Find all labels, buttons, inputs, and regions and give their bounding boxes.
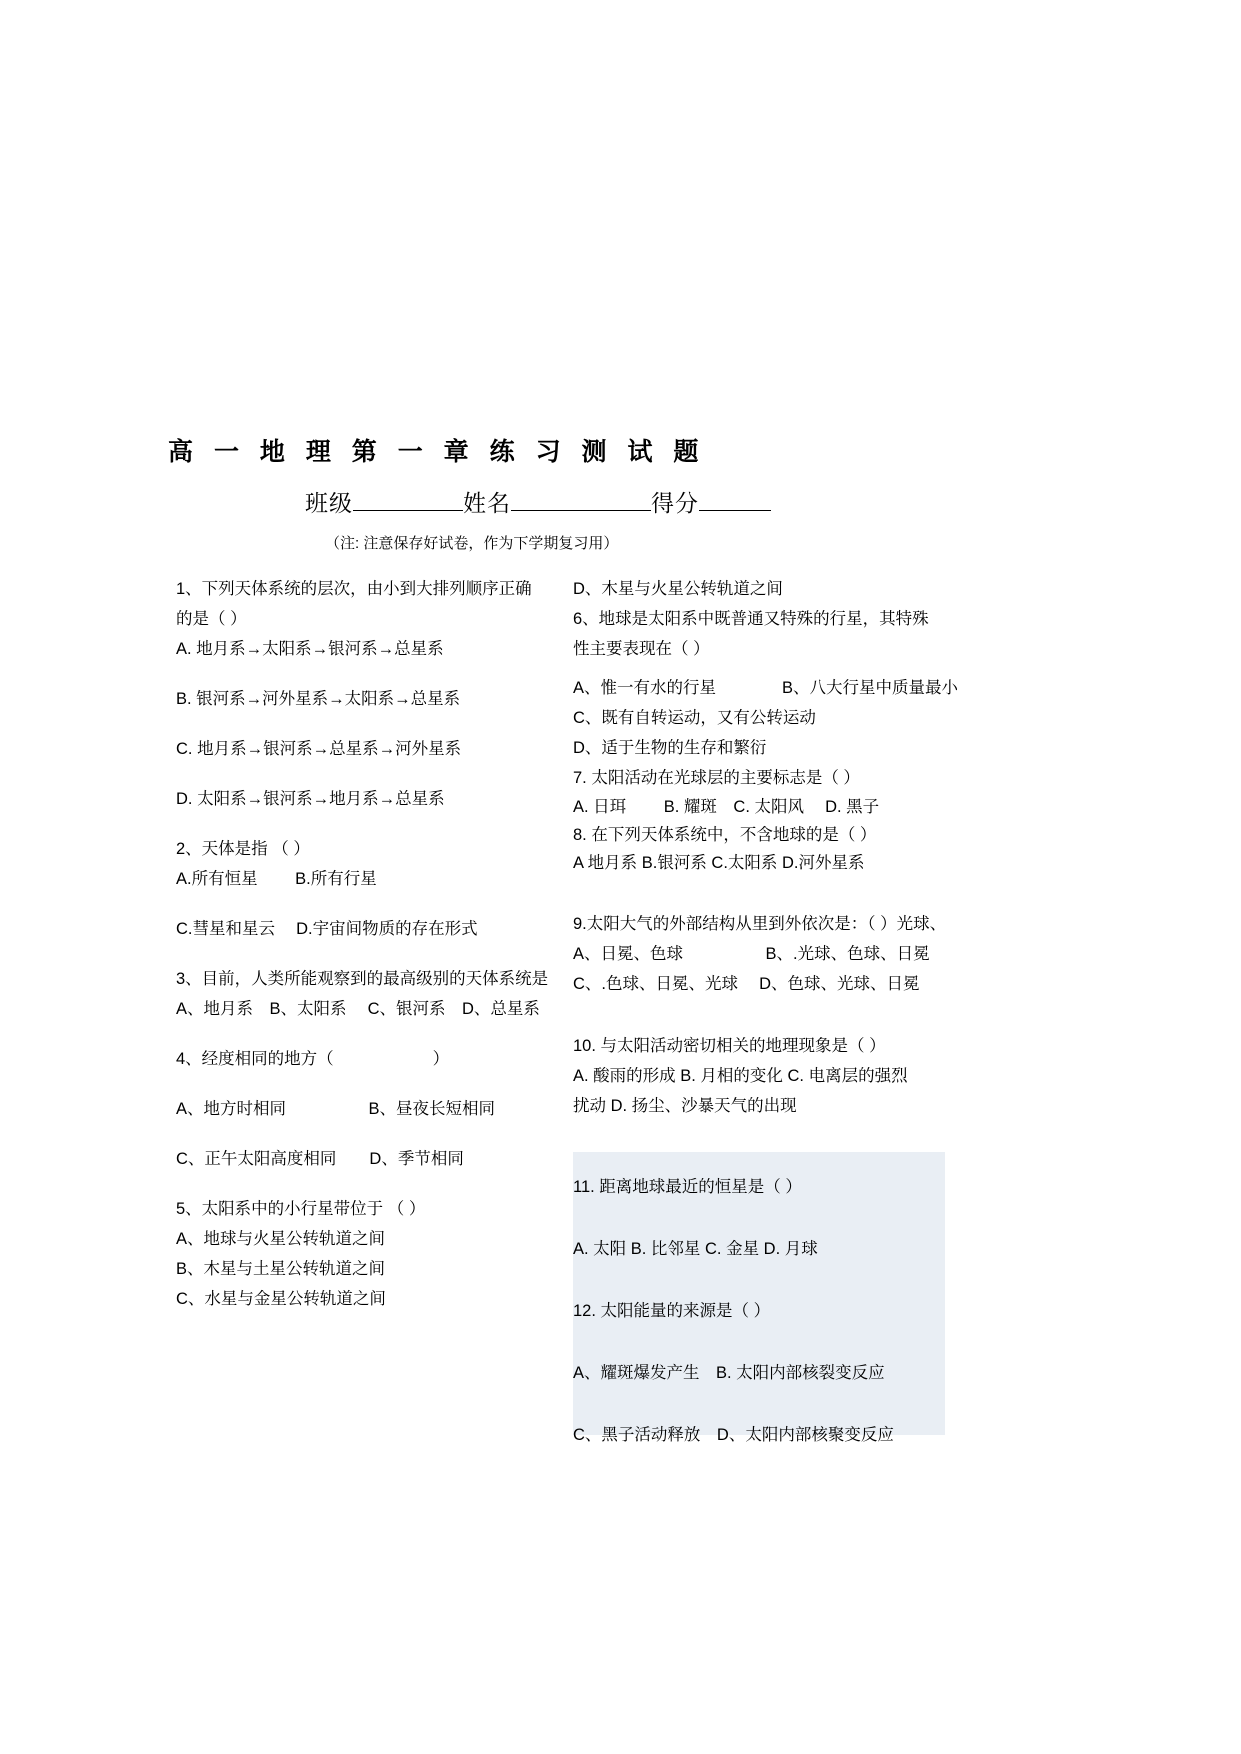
question-line: 的是（ ）: [176, 610, 247, 628]
option-line: D、适于生物的生存和繁衍: [573, 739, 767, 757]
option-line: C、既有自转运动，又有公转运动: [573, 709, 816, 727]
option-line: A. 日珥 B. 耀斑 C. 太阳风 D. 黑子: [573, 798, 880, 816]
question-line: 10. 与太阳活动密切相关的地理现象是（ ）: [573, 1037, 886, 1055]
question-line: 3、目前，人类所能观察到的最高级别的天体系统是: [176, 970, 549, 988]
option-line: D. 太阳系→银河系→地月系→总星系: [176, 790, 445, 808]
option-line: A、地方时相同 B、昼夜长短相同: [176, 1100, 496, 1118]
option-line: A、地月系 B、太阳系 C、银河系 D、总星系: [176, 1000, 540, 1018]
spacer: [573, 1326, 965, 1358]
option-line: A 地月系 B.银河系 C.太阳系 D.河外星系: [573, 854, 865, 872]
spacer: [176, 664, 566, 684]
option-line: A、耀斑爆发产生 B. 太阳内部核裂变反应: [573, 1364, 885, 1382]
option-line: A. 酸雨的形成 B. 月相的变化 C. 电离层的强烈: [573, 1067, 908, 1085]
option-line: 扰动 D. 扬尘、沙暴天气的出现: [573, 1097, 797, 1115]
option-line: C. 地月系→银河系→总星系→河外星系: [176, 740, 462, 758]
spacer: [573, 999, 965, 1031]
class-blank[interactable]: [353, 490, 463, 511]
question-line: 1、下列天体系统的层次，由小到大排列顺序正确: [176, 580, 532, 598]
spacer: [573, 664, 965, 673]
question-line: 4、经度相同的地方（ ）: [176, 1050, 450, 1068]
spacer: [573, 1388, 965, 1420]
name-blank[interactable]: [511, 490, 651, 511]
option-line: A、惟一有水的行星 B、八大行星中质量最小: [573, 679, 959, 697]
option-line: A. 地月系→太阳系→银河系→总星系: [176, 640, 444, 658]
option-line: C、水星与金星公转轨道之间: [176, 1290, 386, 1308]
option-line: C.彗星和星云 D.宇宙间物质的存在形式: [176, 920, 478, 938]
option-line: A.所有恒星 B.所有行星: [176, 870, 377, 888]
option-line: A、日冕、色球 B、.光球、色球、日冕: [573, 945, 930, 963]
option-line: C、黑子活动释放 D、太阳内部核聚变反应: [573, 1426, 894, 1444]
question-column-right: [573, 574, 965, 1121]
spacer: [176, 1174, 566, 1194]
question-line: 6、地球是太阳系中既普通又特殊的行星，其特殊: [573, 610, 929, 628]
option-line: A. 太阳 B. 比邻星 C. 金星 D. 月球: [573, 1240, 818, 1258]
spacer: [176, 1124, 566, 1144]
question-line: 11. 距离地球最近的恒星是（ ）: [573, 1178, 802, 1196]
question-line: 9.太阳大气的外部结构从里到外依次是：（ ）光球、: [573, 915, 947, 933]
spacer: [573, 1264, 965, 1296]
option-line: B. 银河系→河外星系→太阳系→总星系: [176, 690, 461, 708]
spacer: [573, 1152, 965, 1172]
spacer: [573, 1202, 965, 1234]
question-line: 5、太阳系中的小行星带位于 （ ）: [176, 1200, 426, 1218]
spacer: [176, 714, 566, 734]
question-column-left: [176, 574, 566, 1314]
question-line: 12. 太阳能量的来源是（ ）: [573, 1302, 771, 1320]
spacer: [176, 894, 566, 914]
question-line: 7. 太阳活动在光球层的主要标志是（ ）: [573, 769, 860, 787]
spacer: [573, 877, 965, 909]
score-blank[interactable]: [699, 490, 771, 511]
spacer: [176, 814, 566, 834]
spacer: [176, 944, 566, 964]
option-line: D、木星与火星公转轨道之间: [573, 580, 783, 598]
page-title: 高 一 地 理 第 一 章 练 习 测 试 题: [168, 438, 706, 466]
question-line: 性主要表现在（ ）: [573, 640, 710, 658]
spacer: [176, 1024, 566, 1044]
score-label: 得分: [651, 490, 699, 516]
name-label: 姓名: [463, 490, 511, 516]
question-line: 2、天体是指 （ ）: [176, 840, 310, 858]
spacer: [176, 764, 566, 784]
spacer: [176, 1074, 566, 1094]
student-info-line: [305, 485, 771, 518]
option-line: B、木星与土星公转轨道之间: [176, 1260, 386, 1278]
exam-note: （注: 注意保存好试卷，作为下学期复习用）: [325, 535, 619, 552]
class-label: 班级: [305, 490, 353, 516]
option-line: A、地球与火星公转轨道之间: [176, 1230, 386, 1248]
option-line: C、.色球、日冕、光球 D、色球、光球、日冕: [573, 975, 920, 993]
question-column-right-highlighted: [573, 1152, 965, 1450]
question-line: 8. 在下列天体系统中，不含地球的是（ ）: [573, 826, 877, 844]
option-line: C、正午太阳高度相同 D、季节相同: [176, 1150, 464, 1168]
